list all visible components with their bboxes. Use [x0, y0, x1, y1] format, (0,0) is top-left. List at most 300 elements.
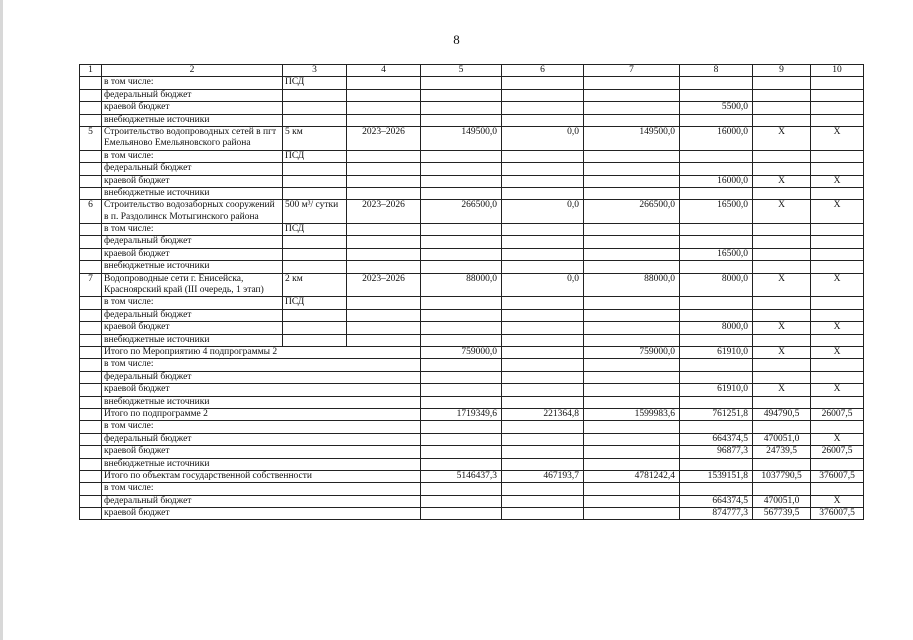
cell-c8 [680, 224, 753, 236]
funding-row [80, 187, 864, 199]
cell-c10 [811, 297, 864, 309]
cell-c6 [502, 175, 584, 187]
cell-c5 [421, 334, 502, 346]
cell-c9: Х [753, 200, 811, 224]
cell-c5 [421, 261, 502, 273]
cell-c9 [753, 77, 811, 89]
cell-c1 [80, 150, 102, 162]
funding-row [80, 334, 864, 346]
total-row [80, 433, 864, 445]
cell-c1 [80, 89, 102, 101]
cell-c8: 664374,5 [680, 495, 753, 507]
cell-c2: Итого по подпрограмме 2 [102, 408, 421, 420]
cell-c2: Итого по объектам государственной собственности [102, 470, 421, 482]
cell-c4 [347, 175, 421, 187]
scan-edge [0, 0, 3, 640]
cell-c7 [584, 334, 680, 346]
cell-c9: 470051,0 [753, 433, 811, 445]
total-row [80, 408, 864, 420]
cell-c10: Х [811, 126, 864, 150]
cell-c2: федеральный бюджет [102, 495, 421, 507]
cell-c5 [421, 89, 502, 101]
cell-c9 [753, 359, 811, 371]
cell-c10: Х [811, 346, 864, 358]
cell-c8 [680, 297, 753, 309]
cell-c8: 761251,8 [680, 408, 753, 420]
column-header: 10 [811, 65, 864, 77]
cell-c10 [811, 187, 864, 199]
column-header: 7 [584, 65, 680, 77]
total-row [80, 483, 864, 495]
cell-c10: 26007,5 [811, 408, 864, 420]
cell-c4 [347, 248, 421, 260]
cell-c8: 61910,0 [680, 346, 753, 358]
cell-c2: внебюджетные источники [102, 334, 283, 346]
cell-c5 [421, 114, 502, 126]
cell-c6 [502, 114, 584, 126]
cell-c10: 26007,5 [811, 446, 864, 458]
funding-row [80, 309, 864, 321]
total-row [80, 446, 864, 458]
cell-c1 [80, 396, 102, 408]
cell-c5 [421, 150, 502, 162]
cell-c10 [811, 114, 864, 126]
cell-c5 [421, 508, 502, 520]
cell-c5: 88000,0 [421, 273, 502, 297]
cell-c5 [421, 421, 502, 433]
cell-c6: 467193,7 [502, 470, 584, 482]
cell-c9 [753, 261, 811, 273]
cell-c5: 149500,0 [421, 126, 502, 150]
cell-c5: 5146437,3 [421, 470, 502, 482]
cell-c5 [421, 224, 502, 236]
cell-c1 [80, 408, 102, 420]
cell-c10 [811, 261, 864, 273]
total-row [80, 458, 864, 470]
cell-c2: внебюджетные источники [102, 261, 283, 273]
cell-c9 [753, 89, 811, 101]
cell-c3: ПСД [283, 77, 347, 89]
cell-c7 [584, 483, 680, 495]
page-number: 8 [453, 32, 460, 47]
total-row [80, 346, 864, 358]
cell-c1 [80, 359, 102, 371]
cell-c10: Х [811, 495, 864, 507]
cell-c1 [80, 114, 102, 126]
cell-c5: 759000,0 [421, 346, 502, 358]
cell-c5 [421, 297, 502, 309]
cell-c6: 0,0 [502, 273, 584, 297]
cell-c8: 96877,3 [680, 446, 753, 458]
cell-c4 [347, 77, 421, 89]
cell-c5: 266500,0 [421, 200, 502, 224]
cell-c10 [811, 77, 864, 89]
column-header: 6 [502, 65, 584, 77]
cell-c8: 16500,0 [680, 200, 753, 224]
total-row [80, 384, 864, 396]
cell-c1 [80, 508, 102, 520]
cell-c10: Х [811, 433, 864, 445]
cell-c2: краевой бюджет [102, 322, 283, 334]
cell-c1 [80, 495, 102, 507]
cell-c5 [421, 495, 502, 507]
cell-c1 [80, 261, 102, 273]
cell-c4 [347, 322, 421, 334]
cell-c10 [811, 421, 864, 433]
cell-c10: Х [811, 273, 864, 297]
cell-c5 [421, 446, 502, 458]
cell-c2: краевой бюджет [102, 102, 283, 114]
cell-c3: 2 км [283, 273, 347, 297]
cell-c6 [502, 458, 584, 470]
funding-row [80, 163, 864, 175]
cell-c10 [811, 309, 864, 321]
cell-c9: Х [753, 273, 811, 297]
cell-c1 [80, 371, 102, 383]
cell-c1 [80, 433, 102, 445]
cell-c4 [347, 309, 421, 321]
cell-c4 [347, 224, 421, 236]
cell-c2: в том числе: [102, 77, 283, 89]
cell-c7 [584, 421, 680, 433]
cell-c8: 1539151,8 [680, 470, 753, 482]
cell-c10 [811, 334, 864, 346]
cell-c4 [347, 261, 421, 273]
cell-c4 [347, 297, 421, 309]
cell-c5 [421, 309, 502, 321]
funding-row [80, 102, 864, 114]
cell-c9 [753, 163, 811, 175]
total-row [80, 371, 864, 383]
cell-c7 [584, 495, 680, 507]
cell-c2: краевой бюджет [102, 384, 421, 396]
cell-c5 [421, 175, 502, 187]
cell-c6 [502, 150, 584, 162]
cell-c8 [680, 77, 753, 89]
cell-c9 [753, 150, 811, 162]
cell-c7 [584, 384, 680, 396]
cell-c2: внебюджетные источники [102, 396, 421, 408]
cell-c7: 88000,0 [584, 273, 680, 297]
cell-c9 [753, 248, 811, 260]
cell-c2: федеральный бюджет [102, 433, 421, 445]
cell-c3 [283, 102, 347, 114]
cell-c7 [584, 396, 680, 408]
cell-c1: 7 [80, 273, 102, 297]
cell-c8: 5500,0 [680, 102, 753, 114]
cell-c5 [421, 102, 502, 114]
cell-c9 [753, 102, 811, 114]
funding-row [80, 224, 864, 236]
cell-c10 [811, 89, 864, 101]
cell-c9: 24739,5 [753, 446, 811, 458]
cell-c5 [421, 396, 502, 408]
cell-c2: федеральный бюджет [102, 309, 283, 321]
cell-c5 [421, 236, 502, 248]
cell-c6 [502, 187, 584, 199]
cell-c7 [584, 446, 680, 458]
cell-c3 [283, 114, 347, 126]
cell-c3 [283, 261, 347, 273]
cell-c3 [283, 322, 347, 334]
cell-c8 [680, 236, 753, 248]
cell-c8 [680, 89, 753, 101]
cell-c10: 376007,5 [811, 470, 864, 482]
cell-c1 [80, 334, 102, 346]
cell-c9: Х [753, 175, 811, 187]
cell-c7 [584, 175, 680, 187]
cell-c6 [502, 236, 584, 248]
cell-c1 [80, 346, 102, 358]
funding-row [80, 236, 864, 248]
cell-c7 [584, 508, 680, 520]
cell-c6 [502, 89, 584, 101]
cell-c3 [283, 175, 347, 187]
cell-c10: Х [811, 322, 864, 334]
cell-c6 [502, 421, 584, 433]
cell-c9 [753, 371, 811, 383]
cell-c1 [80, 309, 102, 321]
cell-c1: 5 [80, 126, 102, 150]
cell-c9: Х [753, 346, 811, 358]
total-row [80, 470, 864, 482]
funding-row [80, 150, 864, 162]
cell-c2: в том числе: [102, 483, 421, 495]
cell-c6 [502, 359, 584, 371]
cell-c4 [347, 114, 421, 126]
total-row [80, 508, 864, 520]
cell-c3 [283, 248, 347, 260]
cell-c2: федеральный бюджет [102, 89, 283, 101]
cell-c8: 8000,0 [680, 322, 753, 334]
cell-c3 [283, 334, 347, 346]
cell-c6 [502, 346, 584, 358]
cell-c7 [584, 458, 680, 470]
cell-c9: Х [753, 126, 811, 150]
cell-c7 [584, 261, 680, 273]
cell-c5 [421, 384, 502, 396]
cell-c6 [502, 334, 584, 346]
cell-c4 [347, 89, 421, 101]
cell-c1 [80, 384, 102, 396]
cell-c10: Х [811, 200, 864, 224]
cell-c10 [811, 371, 864, 383]
cell-c8 [680, 458, 753, 470]
cell-c9: 494790,5 [753, 408, 811, 420]
cell-c5 [421, 187, 502, 199]
cell-c8 [680, 163, 753, 175]
cell-c10 [811, 163, 864, 175]
cell-c1 [80, 175, 102, 187]
funding-row [80, 322, 864, 334]
cell-c7 [584, 187, 680, 199]
cell-c10 [811, 396, 864, 408]
cell-c10: Х [811, 175, 864, 187]
cell-c5 [421, 458, 502, 470]
cell-c7 [584, 224, 680, 236]
cell-c5 [421, 77, 502, 89]
cell-c4: 2023–2026 [347, 200, 421, 224]
object-row [80, 273, 864, 297]
cell-c5 [421, 483, 502, 495]
cell-c9 [753, 421, 811, 433]
cell-c7 [584, 150, 680, 162]
cell-c6 [502, 102, 584, 114]
cell-c5 [421, 371, 502, 383]
cell-c9: 1037790,5 [753, 470, 811, 482]
cell-c10 [811, 236, 864, 248]
cell-c1 [80, 187, 102, 199]
funding-row [80, 77, 864, 89]
cell-c10 [811, 458, 864, 470]
object-row [80, 200, 864, 224]
cell-c3 [283, 236, 347, 248]
cell-c1 [80, 236, 102, 248]
cell-c5 [421, 359, 502, 371]
cell-c7 [584, 114, 680, 126]
cell-c8: 874777,3 [680, 508, 753, 520]
cell-c2: Строительство водозаборных сооружений в п. Раздолинск Мотыгинского района [102, 200, 283, 224]
cell-c6 [502, 163, 584, 175]
cell-c6 [502, 371, 584, 383]
cell-c4: 2023–2026 [347, 273, 421, 297]
budget-table [79, 64, 864, 520]
cell-c4 [347, 334, 421, 346]
cell-c7 [584, 102, 680, 114]
cell-c8: 16500,0 [680, 248, 753, 260]
cell-c1 [80, 102, 102, 114]
cell-c4 [347, 236, 421, 248]
cell-c3 [283, 309, 347, 321]
cell-c2: внебюджетные источники [102, 187, 283, 199]
cell-c6 [502, 261, 584, 273]
cell-c8 [680, 309, 753, 321]
cell-c5: 1719349,6 [421, 408, 502, 420]
cell-c1 [80, 297, 102, 309]
cell-c4 [347, 163, 421, 175]
cell-c6: 0,0 [502, 126, 584, 150]
cell-c7 [584, 89, 680, 101]
cell-c5 [421, 248, 502, 260]
cell-c8 [680, 261, 753, 273]
cell-c7 [584, 248, 680, 260]
cell-c6 [502, 322, 584, 334]
cell-c10 [811, 102, 864, 114]
total-row [80, 421, 864, 433]
cell-c2: федеральный бюджет [102, 236, 283, 248]
cell-c6 [502, 396, 584, 408]
cell-c9 [753, 114, 811, 126]
cell-c8 [680, 334, 753, 346]
cell-c7: 4781242,4 [584, 470, 680, 482]
cell-c8 [680, 359, 753, 371]
cell-c2: в том числе: [102, 224, 283, 236]
cell-c2: в том числе: [102, 297, 283, 309]
cell-c6 [502, 433, 584, 445]
cell-c9 [753, 309, 811, 321]
funding-row [80, 114, 864, 126]
cell-c2: Итого по Мероприятию 4 подпрограммы 2 [102, 346, 421, 358]
cell-c2: федеральный бюджет [102, 371, 421, 383]
cell-c7 [584, 359, 680, 371]
cell-c8: 664374,5 [680, 433, 753, 445]
column-header: 9 [753, 65, 811, 77]
cell-c2: федеральный бюджет [102, 163, 283, 175]
cell-c7 [584, 236, 680, 248]
cell-c2: Строительство водопроводных сетей в пгт Емельяново Емельяновского района [102, 126, 283, 150]
cell-c7 [584, 433, 680, 445]
cell-c1 [80, 224, 102, 236]
cell-c3: ПСД [283, 224, 347, 236]
cell-c10 [811, 224, 864, 236]
cell-c1 [80, 446, 102, 458]
cell-c8 [680, 187, 753, 199]
cell-c9: 470051,0 [753, 495, 811, 507]
cell-c10: 376007,5 [811, 508, 864, 520]
cell-c3 [283, 163, 347, 175]
cell-c6 [502, 508, 584, 520]
cell-c8: 8000,0 [680, 273, 753, 297]
column-header: 8 [680, 65, 753, 77]
cell-c6 [502, 384, 584, 396]
cell-c3 [283, 89, 347, 101]
cell-c9: 567739,5 [753, 508, 811, 520]
cell-c1 [80, 248, 102, 260]
cell-c6 [502, 309, 584, 321]
cell-c1 [80, 483, 102, 495]
cell-c6 [502, 483, 584, 495]
cell-c8 [680, 421, 753, 433]
header-row [80, 65, 864, 77]
cell-c8: 16000,0 [680, 175, 753, 187]
column-header: 4 [347, 65, 421, 77]
cell-c10 [811, 359, 864, 371]
cell-c7 [584, 297, 680, 309]
cell-c9 [753, 224, 811, 236]
cell-c6: 0,0 [502, 200, 584, 224]
cell-c4 [347, 150, 421, 162]
total-row [80, 396, 864, 408]
cell-c7 [584, 309, 680, 321]
cell-c4 [347, 102, 421, 114]
funding-row [80, 89, 864, 101]
cell-c1 [80, 322, 102, 334]
cell-c7: 266500,0 [584, 200, 680, 224]
cell-c2: краевой бюджет [102, 508, 421, 520]
cell-c7 [584, 77, 680, 89]
total-row [80, 359, 864, 371]
total-row [80, 495, 864, 507]
cell-c1 [80, 470, 102, 482]
cell-c2: в том числе: [102, 421, 421, 433]
cell-c8 [680, 371, 753, 383]
cell-c3: 500 м³/ сутки [283, 200, 347, 224]
cell-c9: Х [753, 384, 811, 396]
cell-c8: 16000,0 [680, 126, 753, 150]
cell-c8 [680, 150, 753, 162]
cell-c9 [753, 236, 811, 248]
cell-c2: краевой бюджет [102, 446, 421, 458]
cell-c2: краевой бюджет [102, 248, 283, 260]
cell-c9 [753, 483, 811, 495]
cell-c9 [753, 187, 811, 199]
cell-c10 [811, 248, 864, 260]
cell-c9: Х [753, 322, 811, 334]
cell-c9 [753, 458, 811, 470]
cell-c3: ПСД [283, 297, 347, 309]
cell-c2: внебюджетные источники [102, 114, 283, 126]
cell-c9 [753, 297, 811, 309]
